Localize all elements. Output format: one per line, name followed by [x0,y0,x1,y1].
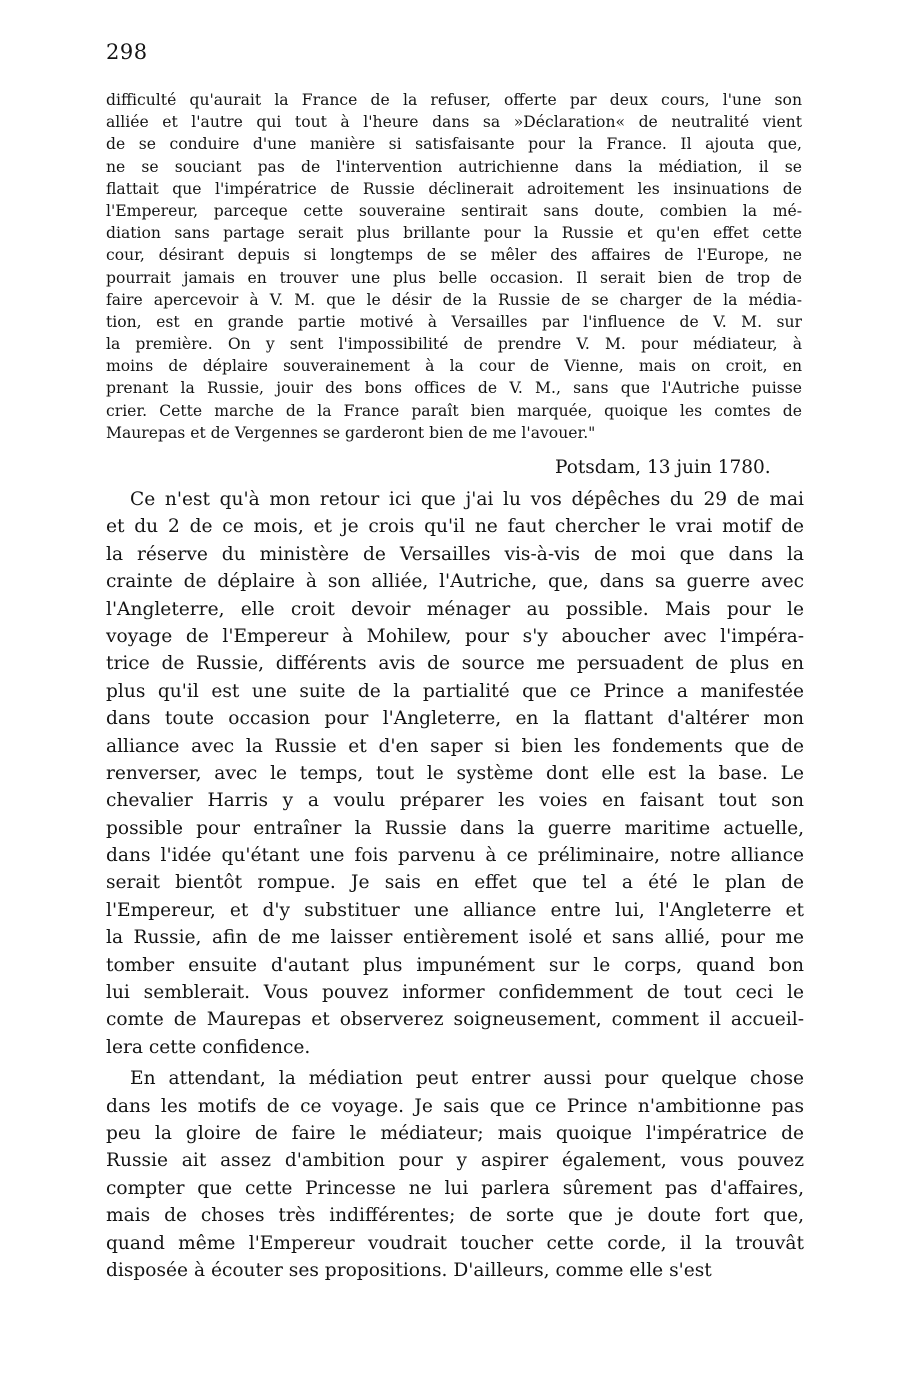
quote-line: cour, désirant depuis si longtemps de se mêler des affaires de l'Europe, ne [106,246,802,265]
paragraph-line: Ce n'est qu'à mon retour ici que j'ai lu vos dépêches du 29 de mai [130,489,804,510]
paragraph-line: disposée à écouter ses propositions. D'ailleurs, comme elle s'est [106,1259,712,1281]
quote-line: la première. On y sent l'impossibilité de prendre V. M. pour médiateur, à [106,335,802,354]
quote-line: alliée et l'autre qui tout à l'heure dans sa »Déclaration« de neutralité vient [106,113,802,132]
paragraph-line: Russie ait assez d'ambition pour y aspirer également, vous pouvez [106,1150,804,1172]
quote-line: flattait que l'impératrice de Russie déclinerait adroitement les insinuations de [106,179,802,198]
paragraph-line: lui semblerait. Vous pouvez informer confidemment de tout ceci le [106,982,804,1004]
quote-line: difficulté qu'aurait la France de la refuser, offerte par deux cours, l'une son [106,91,802,109]
paragraph-line: dans les motifs de ce voyage. Je sais que ce Prince n'ambitionne pas [106,1095,804,1117]
quote-line: tion, est en grande partie motivé à Versailles par l'influence de V. M. sur [106,312,802,331]
paragraph-line: peu la gloire de faire le médiateur; mais quoique l'impératrice de [106,1122,804,1144]
paragraph-line: l'Angleterre, elle croit devoir ménager au possible. Mais pour le [106,598,804,620]
paragraph-line: serait bientôt rompue. Je sais en effet que tel a été le plan de [106,872,804,894]
quote-line: pourrait jamais en trouver une plus belle occasion. Il serait bien de trop de [106,268,802,287]
paragraph-line: dans toute occasion pour l'Angleterre, en la flattant d'altérer mon [106,708,804,730]
quote-line: de se conduire d'une manière si satisfaisante pour la France. Il ajouta que, [106,135,802,154]
paragraph-line: lera cette confidence. [106,1036,311,1058]
paragraph-line: alliance avec la Russie et d'en saper si bien les fondements que de [106,735,804,757]
paragraph-line: la réserve du ministère de Versailles vis-à-vis de moi que dans la [106,543,804,565]
quote-line: diation sans partage serait plus brillante pour la Russie et qu'en effet cette [106,224,802,243]
paragraph-line: plus qu'il est une suite de la partialité que ce Prince a manifestée [106,680,804,702]
paragraph-line: En attendant, la médiation peut entrer aussi pour quelque chose [130,1068,804,1090]
quote-line: faire apercevoir à V. M. que le désir de la Russie de se charger de la média- [106,290,802,309]
dateline: Potsdam, 13 juin 1780. [555,457,771,478]
paragraph-line: comte de Maurepas et observerez soigneusement, comment il accueil- [106,1009,804,1031]
paragraph-line: et du 2 de ce mois, et je crois qu'il ne faut chercher le vrai motif de [106,516,804,538]
quoted-report [106,89,802,444]
page-number: 298 [106,40,148,64]
quote-line: moins de déplaire souverainement à la cour de Vienne, mais on croit, en [106,357,802,376]
paragraph-line: quand même l'Empereur voudrait toucher cette corde, il la trouvât [106,1232,804,1254]
paragraph-line: dans l'idée qu'étant une fois parvenu à ce préliminaire, notre alliance [106,845,804,867]
paragraph-line: compter que cette Princesse ne lui parlera sûrement pas d'affaires, [106,1177,804,1199]
paragraph-line: tomber ensuite d'autant plus impunément sur le corps, quand bon [106,954,804,976]
paragraph-line: trice de Russie, différents avis de source me persuadent de plus en [106,653,804,675]
paragraph-line: voyage de l'Empereur à Mohilew, pour s'y aboucher avec l'impéra- [106,625,804,647]
paragraph-line: possible pour entraîner la Russie dans la guerre maritime actuelle, [106,817,804,839]
quote-line: prenant la Russie, jouir des bons offices de V. M., sans que l'Autriche puisse [106,379,802,398]
letter-body [106,486,804,1284]
paragraph-line: chevalier Harris y a voulu préparer les voies en faisant tout son [106,790,804,812]
paragraph-line: renverser, avec le temps, tout le système dont elle est la base. Le [106,762,804,784]
paragraph-line: l'Empereur, et d'y substituer une alliance entre lui, l'Angleterre et [106,899,804,921]
paragraph-line: mais de choses très indifférentes; de sorte que je doute fort que, [106,1205,804,1227]
quote-line: crier. Cette marche de la France paraît bien marquée, quoique les comtes de [106,401,802,420]
quote-line: ne se souciant pas de l'intervention autrichienne dans la médiation, il se [106,157,802,176]
paragraph-line: crainte de déplaire à son alliée, l'Autriche, que, dans sa guerre avec [106,571,804,593]
quote-line: l'Empereur, parceque cette souveraine sentirait sans doute, combien la mé- [106,201,802,220]
quote-line: Maurepas et de Vergennes se garderont bien de me l'avouer." [106,423,596,442]
paragraph-line: la Russie, afin de me laisser entièrement isolé et sans allié, pour me [106,927,804,949]
